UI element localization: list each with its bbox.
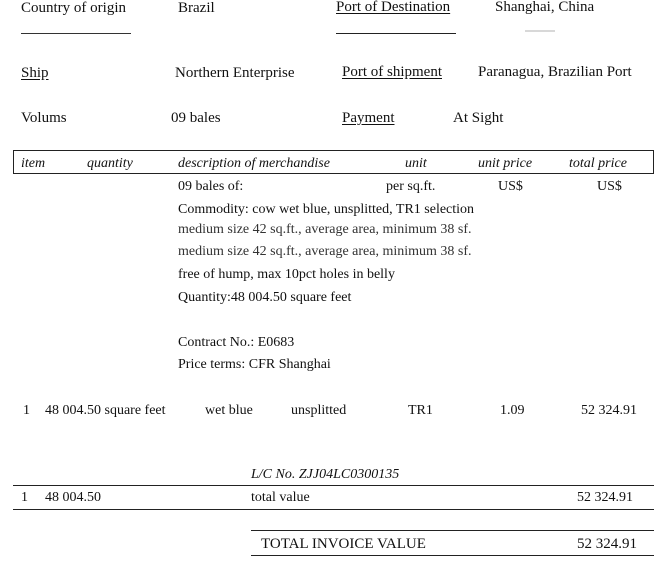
desc-contract: Contract No.: E0683 [178, 335, 295, 350]
summary-quantity: 48 004.50 [45, 490, 101, 505]
invoice-label: TOTAL INVOICE VALUE [261, 536, 426, 552]
summary-value: 52 324.91 [577, 490, 633, 505]
col-total-price: total price [569, 156, 627, 171]
row-quantity: 48 004.50 square feet [45, 403, 166, 418]
volums-label: Volums [21, 110, 67, 126]
desc-unit-price-currency: US$ [498, 179, 523, 194]
invoice-value: 52 324.91 [577, 536, 637, 552]
lc-number: L/C No. ZJJ04LC0300135 [251, 467, 400, 482]
volums-value: 09 bales [171, 110, 221, 126]
destination-label: Port of Destination [336, 0, 451, 15]
row-item: 1 [23, 403, 30, 418]
shipment-label: Port of shipment [342, 64, 442, 80]
row-unit-price: 1.09 [500, 403, 525, 418]
destination-value: Shanghai, China [495, 0, 595, 15]
country-value: Brazil [178, 0, 215, 16]
col-quantity: quantity [87, 156, 133, 171]
ship-value: Northern Enterprise [175, 65, 295, 81]
cut-underline-mid [336, 33, 456, 34]
col-unit-price: unit price [478, 156, 533, 171]
desc-medium-text-bottom: medium size 42 sq.ft., average area, minimum 38 sf. [178, 244, 472, 259]
desc-medium-text-top: medium size 42 sq.ft., average area, minimum 38 sf. [178, 222, 472, 237]
desc-free-of-hump: free of hump, max 10pct holes in belly [178, 267, 395, 282]
col-item: item [21, 156, 46, 171]
row-wet-blue: wet blue [205, 403, 253, 418]
desc-medium-cut-bottom [178, 244, 472, 259]
row-grade: TR1 [408, 403, 433, 418]
col-unit: unit [405, 156, 427, 171]
payment-label: Payment [342, 110, 395, 126]
desc-price-terms: Price terms: CFR Shanghai [178, 357, 331, 372]
summary-item: 1 [21, 490, 28, 505]
desc-quantity: Quantity:48 004.50 square feet [178, 290, 352, 305]
summary-label: total value [251, 490, 310, 505]
desc-total-price-currency: US$ [597, 179, 622, 194]
summary-bottom-line [13, 509, 654, 510]
summary-top-line [13, 485, 654, 486]
country-label: Country of origin [21, 0, 126, 16]
desc-bales: 09 bales of: [178, 179, 244, 194]
col-description: description of merchandise [178, 156, 330, 171]
desc-commodity: Commodity: cow wet blue, unsplitted, TR1 selection [178, 202, 475, 217]
desc-unit: per sq.ft. [386, 179, 436, 194]
cut-underline-left [21, 33, 131, 34]
invoice-bottom-line [251, 555, 654, 556]
ship-label: Ship [21, 65, 49, 81]
cut-text-smudge [525, 30, 555, 32]
row-unsplitted: unsplitted [291, 403, 347, 418]
shipment-value: Paranagua, Brazilian Port [478, 64, 632, 80]
payment-value: At Sight [453, 110, 504, 126]
invoice-top-line [251, 530, 654, 531]
desc-medium-cut-top [178, 222, 472, 237]
row-total: 52 324.91 [581, 403, 637, 418]
